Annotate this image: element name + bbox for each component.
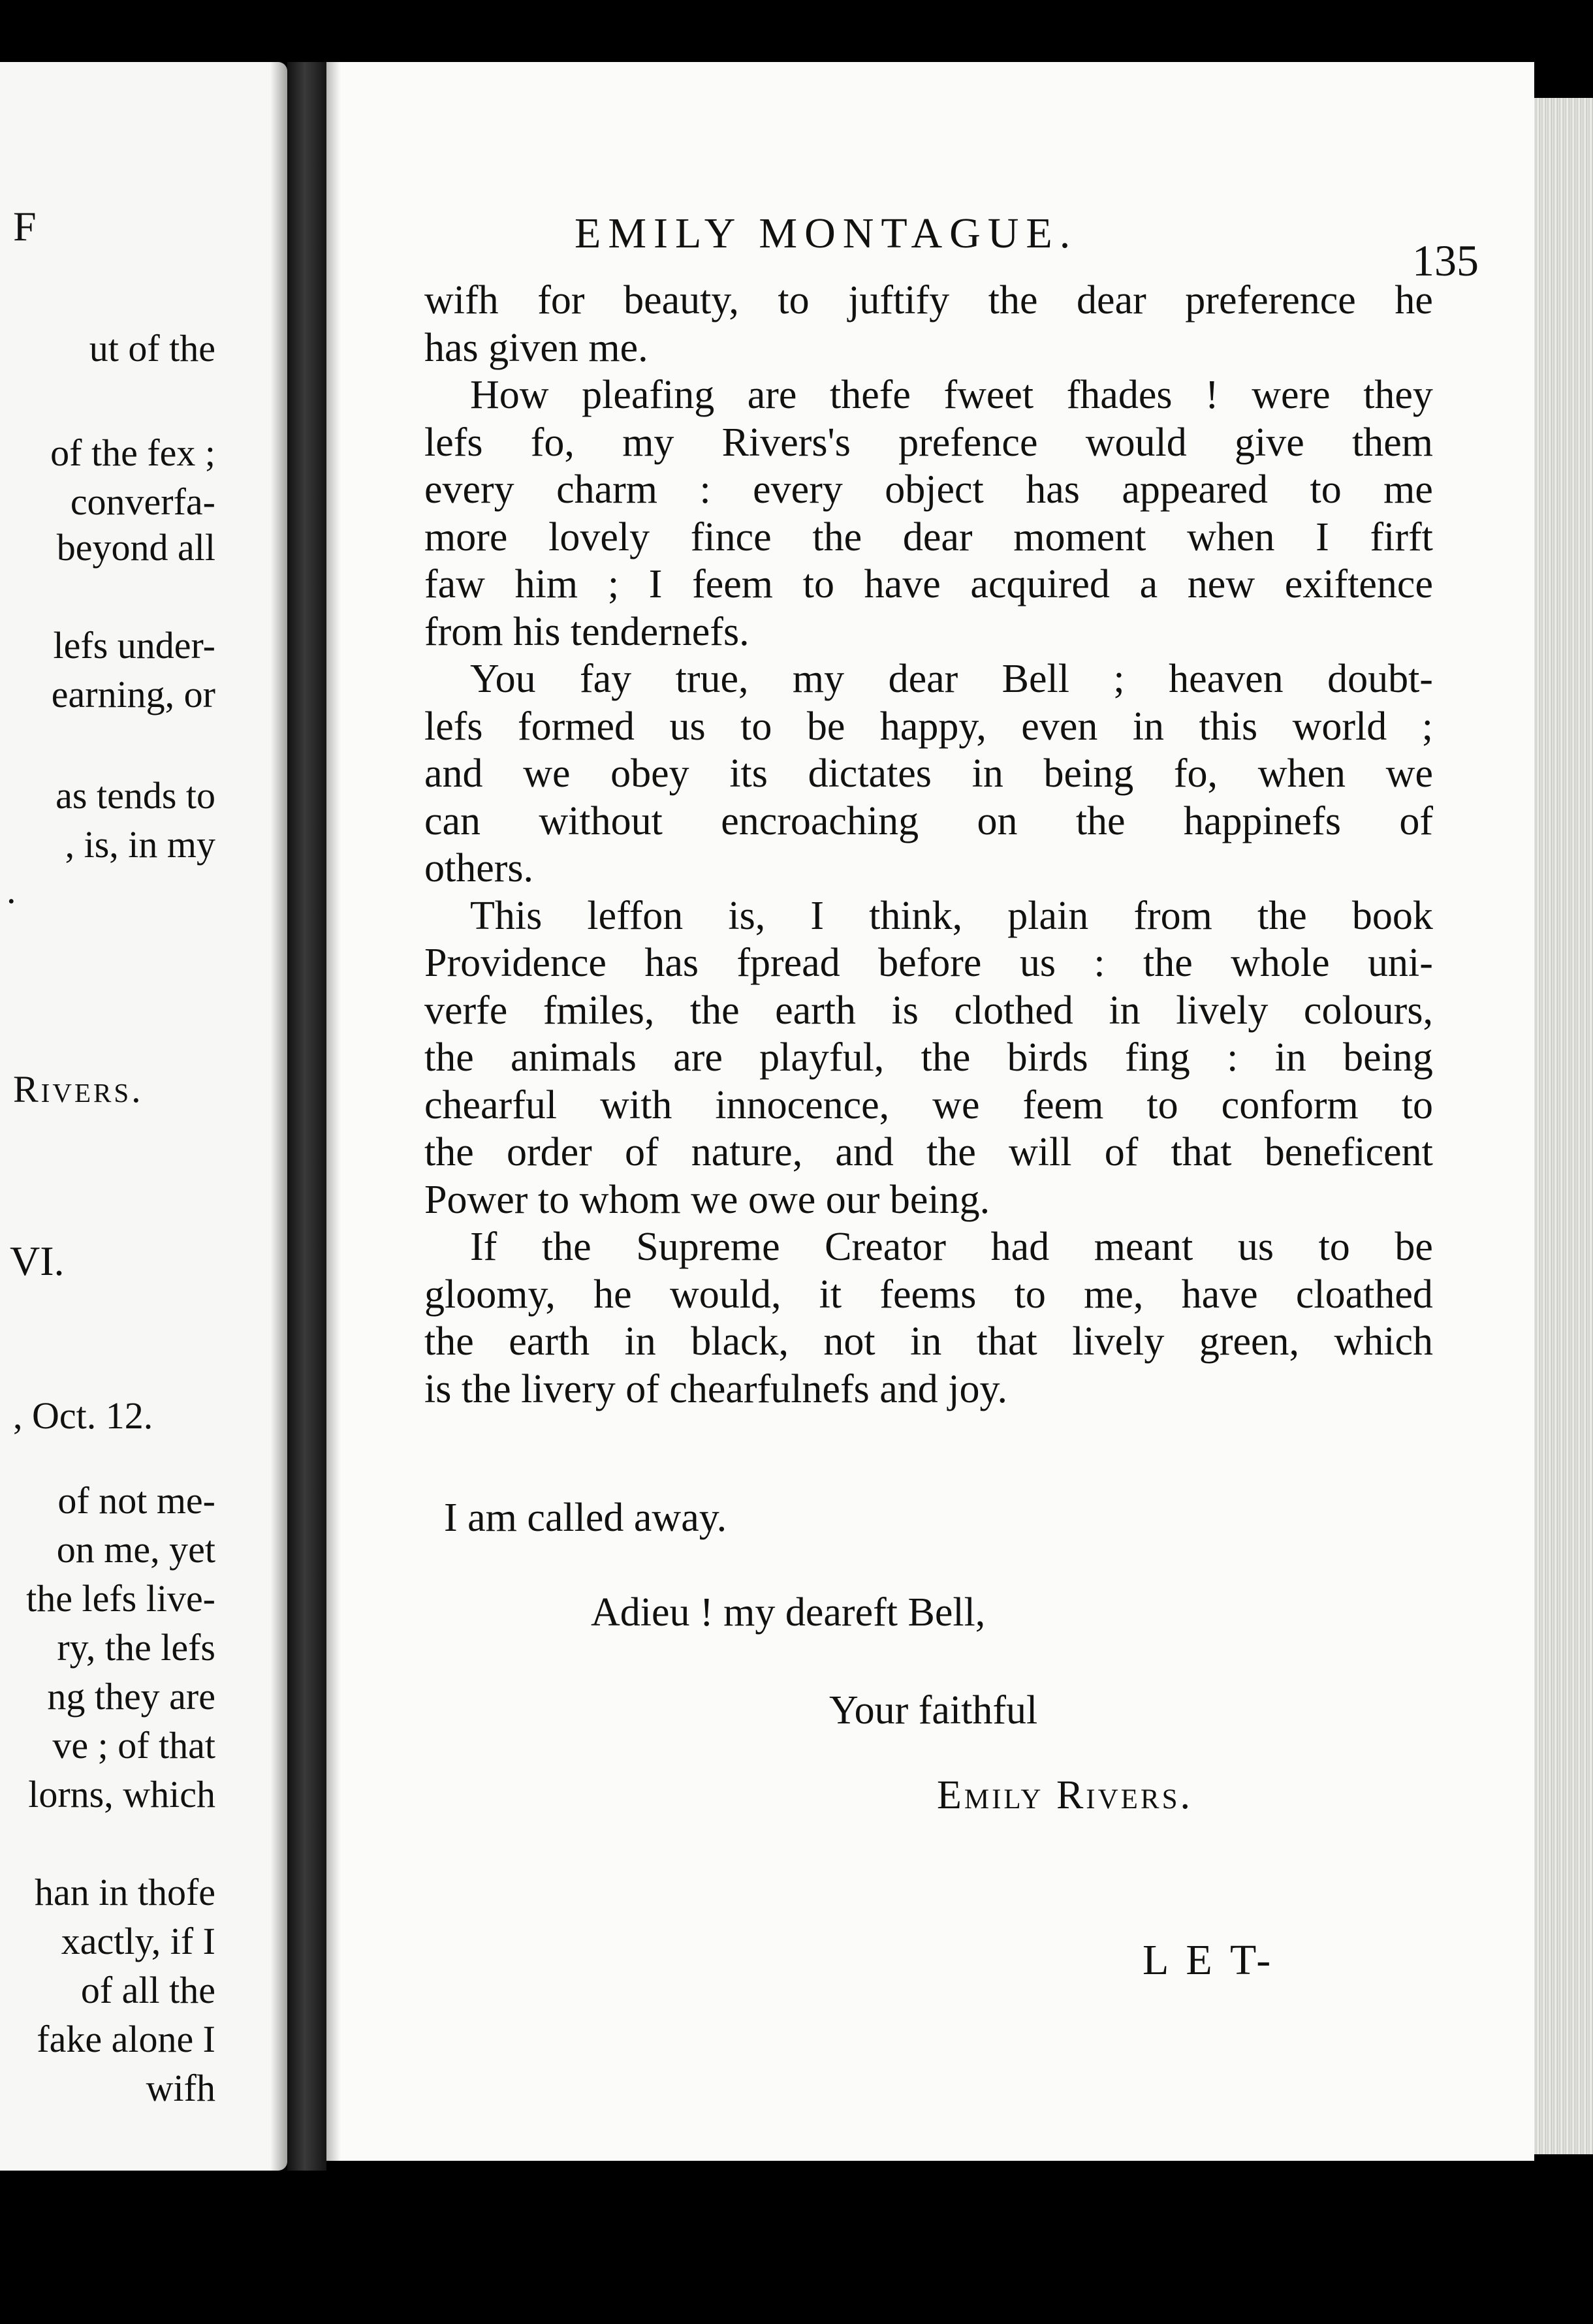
body-line: the animals are playful, the birds fing : in being (424, 1035, 1433, 1080)
right-page (326, 62, 1534, 2161)
left-page-line: ng they are (47, 1675, 215, 1718)
left-page-line: lorns, which (28, 1773, 215, 1815)
left-page-line: of the fex ; (50, 432, 215, 474)
left-page-line: xactly, if I (61, 1920, 215, 1962)
left-page-line: the lefs live- (26, 1577, 215, 1620)
signature: Emily Rivers. (937, 1773, 1193, 1817)
body-line: lefs formed us to be happy, even in this world ; (424, 704, 1433, 749)
running-head: EMILY MONTAGUE. (575, 210, 1078, 257)
left-page-line: lefs under- (53, 624, 215, 667)
left-page-line: fake alone I (37, 2018, 215, 2060)
body-line: lefs fo, my Rivers's prefence would give them (424, 420, 1433, 465)
left-page-line: of all the (80, 1969, 215, 2011)
left-page-line: converfa- (70, 480, 215, 523)
left-page-line: , is, in my (65, 823, 215, 866)
body-line: can without encroaching on the happinefs of (424, 798, 1433, 843)
body-line: verfe fmiles, the earth is clothed in lively colours, (424, 988, 1433, 1033)
left-page-line: beyond all (56, 526, 215, 569)
left-page-line: han in thofe (34, 1871, 215, 1913)
catchword: L E T- (1143, 1936, 1275, 1984)
left-page-line: ve ; of that (52, 1724, 215, 1767)
body-line: the order of nature, and the will of that beneficent (424, 1130, 1433, 1174)
left-page-line: F (13, 203, 37, 249)
left-page-line: wifh (146, 2067, 215, 2109)
called-away-line: I am called away. (444, 1496, 727, 1540)
body-line: This leffon is, I think, plain from the book (470, 893, 1433, 938)
valediction: Adieu ! my deareft Bell, (591, 1590, 986, 1635)
body-line: every charm : every object has appeared to me (424, 467, 1433, 512)
body-line: You fay true, my dear Bell ; heaven doubt- (470, 657, 1433, 701)
body-line: How pleafing are thefe fweet fhades ! were they (470, 373, 1433, 417)
left-page-line: ry, the lefs (57, 1626, 215, 1669)
body-line: If the Supreme Creator had meant us to be (470, 1225, 1433, 1269)
page-number: 135 (1412, 236, 1479, 285)
page-edges (1534, 98, 1593, 2154)
body-line: gloomy, he would, it feems to me, have cloathed (424, 1272, 1433, 1317)
left-page-line: as tends to (55, 774, 215, 817)
body-line: from his tendernefs. (424, 609, 749, 654)
body-line: the earth in black, not in that lively green, which (424, 1319, 1433, 1364)
body-line: faw him ; I feem to have acquired a new exiftence (424, 562, 1433, 606)
book-gutter (287, 62, 326, 2171)
body-line: wifh for beauty, to juftify the dear preference he (424, 278, 1433, 322)
left-page-line: on me, yet (56, 1528, 215, 1571)
left-page-line: ut of the (89, 327, 215, 369)
left-page-line: . (7, 869, 16, 911)
left-page-line: of not me- (57, 1479, 215, 1522)
left-page-letter-number: VI. (10, 1238, 65, 1284)
left-page-fragment (0, 62, 287, 2171)
body-line: and we obey its dictates in being fo, when we (424, 751, 1433, 796)
body-line: others. (424, 846, 534, 890)
left-page-line: earning, or (51, 673, 215, 715)
body-line: Power to whom we owe our being. (424, 1177, 990, 1222)
body-line: is the livery of chearfulnefs and joy. (424, 1366, 1007, 1411)
body-line: chearful with innocence, we feem to conform to (424, 1082, 1433, 1127)
left-page-dateline: , Oct. 12. (13, 1394, 153, 1437)
left-page-signature: Rivers. (13, 1068, 144, 1110)
body-line: Providence has fpread before us : the whole uni- (424, 941, 1433, 985)
closing-line: Your faithful (829, 1688, 1038, 1733)
body-line: has given me. (424, 325, 648, 370)
body-line: more lovely fince the dear moment when I firft (424, 514, 1433, 559)
